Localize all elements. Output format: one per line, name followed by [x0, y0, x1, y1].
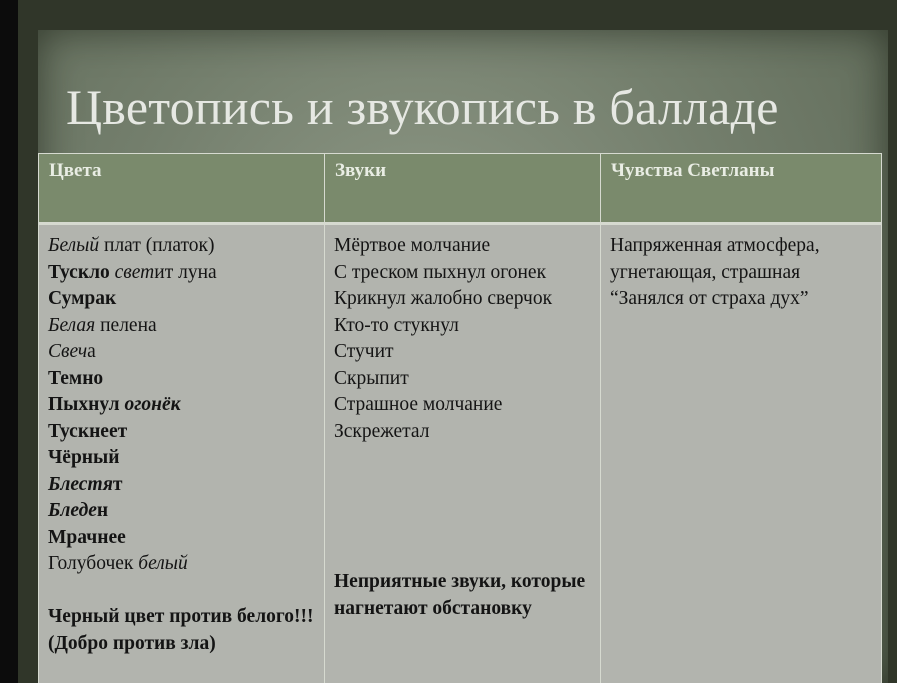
color-line: Чёрный [48, 447, 120, 468]
feelings-cell [601, 224, 882, 683]
sound-line: Кто-то стукнул [334, 314, 459, 336]
sounds-cell [325, 224, 601, 683]
color-line: Белая пелена [48, 314, 157, 336]
color-line: Белый плат (платок) [48, 235, 215, 256]
sound-line: Крикнул жалобно сверчок [334, 288, 553, 309]
sound-line: Мёртвое молчание [334, 235, 491, 256]
table-header-row [39, 154, 882, 224]
feeling-line: Напряженная атмосфера, [610, 235, 820, 256]
analysis-table [38, 153, 882, 683]
color-line: Блестят [48, 473, 123, 495]
color-line: Пыхнул огонёк [48, 394, 181, 415]
color-line: Свеча [48, 341, 96, 362]
color-line: Бледен [48, 500, 109, 521]
sound-line: Стучит [334, 341, 394, 362]
feeling-line: “Занялся от страха дух” [610, 288, 809, 309]
colors-conclusion: Черный цвет против белого!!! (Добро против зла) [48, 606, 314, 654]
sounds-conclusion: Неприятные звуки, которые нагнетают обстановку [334, 571, 586, 619]
header-sounds: Звуки [325, 154, 601, 224]
sound-line: С треском пыхнул огонек [334, 261, 547, 283]
sound-line: Скрыпит [334, 367, 409, 389]
slide-title: Цветопись и звукопись в балладе [66, 79, 779, 135]
sound-line: Зскрежетал [334, 420, 430, 442]
color-line: Тускнеет [48, 420, 128, 442]
color-line: Голубочек белый [48, 553, 188, 574]
color-line: Сумрак [48, 288, 117, 309]
sound-line: Страшное молчание [334, 394, 503, 415]
feeling-line: угнетающая, страшная [610, 261, 801, 283]
header-feelings: Чувства Светланы [601, 154, 882, 224]
color-line: Мрачнее [48, 526, 126, 548]
color-line: Тускло светит луна [48, 261, 217, 283]
color-line: Темно [48, 367, 104, 389]
table-row [39, 224, 882, 683]
header-colors: Цвета [39, 154, 325, 224]
colors-cell [39, 224, 325, 683]
spacer [48, 578, 316, 605]
